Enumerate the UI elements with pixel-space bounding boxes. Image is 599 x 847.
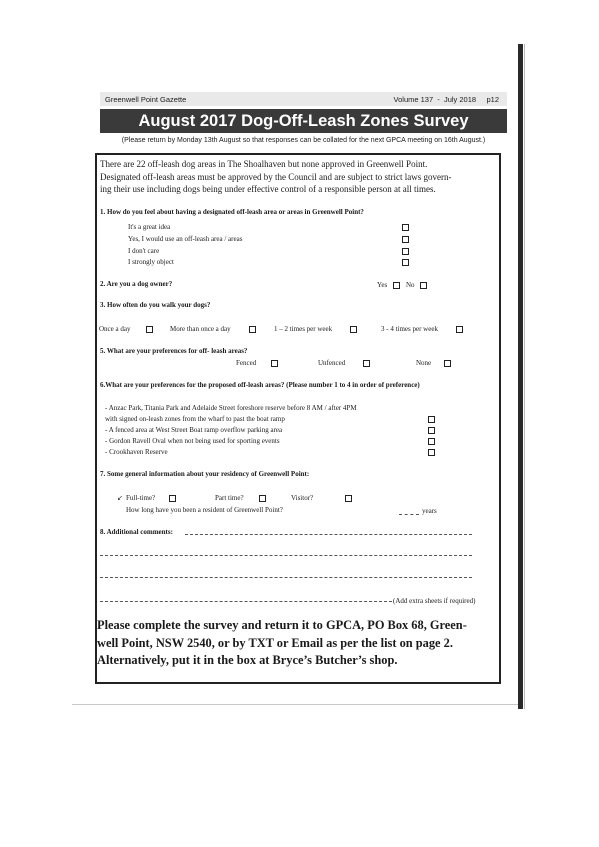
q3-option-label: 3 - 4 times per week (381, 325, 438, 333)
area-option: - A fenced area at West Street Boat ramp overflow parking area (105, 426, 283, 434)
q5-option-checkbox[interactable] (271, 360, 278, 367)
q1-option-label: I don't care (128, 247, 160, 255)
q5-option-checkbox[interactable] (363, 360, 370, 367)
q7-option-label: Visitor? (291, 494, 314, 502)
q3-option-checkbox[interactable] (350, 326, 357, 333)
years-input-line[interactable] (399, 514, 419, 515)
area-option: - Gordon Ravell Oval when not being used for sporting events (105, 437, 280, 445)
return-note (97, 617, 495, 670)
years-label: years (422, 507, 437, 515)
issue-info: Volume 137 - July 2018 p12 (393, 95, 499, 104)
area-option: - Crookhaven Reserve (105, 448, 168, 456)
q1-option-label: I strongly object (128, 258, 174, 266)
arrow-mark: ↙ (117, 494, 123, 502)
q1-option-label: Yes, I would use an off-leash area / areas (128, 235, 243, 243)
survey-title: August 2017 Dog-Off-Leash Zones Survey (100, 109, 507, 133)
intro-line: ing their use including dogs being under effective control of a responsible person at all times. (100, 184, 436, 194)
residency-question: How long have you been a resident of Greenwell Point? (126, 506, 283, 514)
q1-option-label: It's a great idea (128, 223, 171, 231)
return-note-line: well Point, NSW 2540, or by TXT or Email as per the list on page 2. (97, 635, 453, 650)
intro-line: There are 22 off-leash dog areas in The Shoalhaven but none approved in Greenwell Point. (100, 159, 428, 169)
q5-option-checkbox[interactable] (444, 360, 451, 367)
q3-option-checkbox[interactable] (456, 326, 463, 333)
q1-option-checkbox[interactable] (402, 224, 409, 231)
q3-option-checkbox[interactable] (249, 326, 256, 333)
area-rank-box[interactable] (428, 416, 435, 423)
area-option-continued: with signed on-leash zones from the wharf to past the boat ramp (105, 415, 285, 423)
publication-name: Greenwell Point Gazette (105, 95, 187, 104)
question-6: 6.What are your preferences for the proposed off-leash areas? (Please number 1 to 4 in order of preference) (100, 381, 420, 389)
question-2: 2. Are you a dog owner? (100, 280, 173, 288)
area-rank-box[interactable] (428, 449, 435, 456)
q1-option-checkbox[interactable] (402, 248, 409, 255)
return-note-line: Please complete the survey and return it to GPCA, PO Box 68, Green- (97, 618, 467, 632)
q7-option-label: Full-time? (126, 494, 156, 502)
comment-line[interactable] (185, 534, 472, 535)
q5-option-label: Unfenced (318, 359, 346, 367)
q7-option-label: Part time? (215, 494, 244, 502)
return-note-line: Alternatively, put it in the box at Bryce’s Butcher’s shop. (97, 653, 398, 667)
return-instructions: (Please return by Monday 13th August so that responses can be collated for the next GPCA meeting on 16th August.) (121, 137, 486, 144)
area-rank-box[interactable] (428, 427, 435, 434)
q5-option-label: None (416, 359, 432, 367)
question-1: 1. How do you feel about having a designated off-leash area or areas in Greenwell Point? (100, 208, 364, 216)
comment-line[interactable] (100, 577, 472, 578)
question-3: 3. How often do you walk your dogs? (100, 301, 211, 309)
q1-option-checkbox[interactable] (402, 236, 409, 243)
q1-option-checkbox[interactable] (402, 259, 409, 266)
q3-option-label: Once a day (99, 325, 131, 333)
q5-option-label: Fenced (236, 359, 257, 367)
scan-edge-line (524, 44, 525, 709)
scan-bottom-line (72, 704, 518, 705)
survey-form (95, 153, 501, 684)
question-8: 8. Additional comments: (100, 528, 173, 536)
area-option: - Anzac Park, Titania Park and Adelaide Street foreshore reserve before 8 AM / after 4PM (105, 404, 357, 412)
q7-option-checkbox[interactable] (169, 495, 176, 502)
question-5: 5. What are your preferences for off- leash areas? (100, 347, 248, 355)
q3-option-label: 1 – 2 times per week (274, 325, 333, 333)
q7-option-checkbox[interactable] (259, 495, 266, 502)
q2-no-checkbox[interactable] (420, 282, 427, 289)
q2-yes-checkbox[interactable] (393, 282, 400, 289)
intro-line: Designated off-leash areas must be approved by the Council and are subject to strict laws govern- (100, 171, 452, 182)
area-rank-box[interactable] (428, 438, 435, 445)
gazette-header (100, 92, 507, 106)
scan-edge-shadow (518, 44, 523, 709)
comment-line[interactable] (100, 555, 472, 556)
question-7: 7. Some general information about your residency of Greenwell Point: (100, 470, 310, 478)
q7-option-checkbox[interactable] (345, 495, 352, 502)
q2-yes-label: Yes (377, 281, 388, 289)
comment-line[interactable] (100, 601, 392, 602)
q2-no-label: No (406, 281, 415, 289)
q3-option-label: More than once a day (170, 325, 231, 333)
extra-sheets-note: (Add extra sheets if required) (393, 597, 476, 605)
intro-text (100, 158, 495, 196)
q3-option-checkbox[interactable] (146, 326, 153, 333)
